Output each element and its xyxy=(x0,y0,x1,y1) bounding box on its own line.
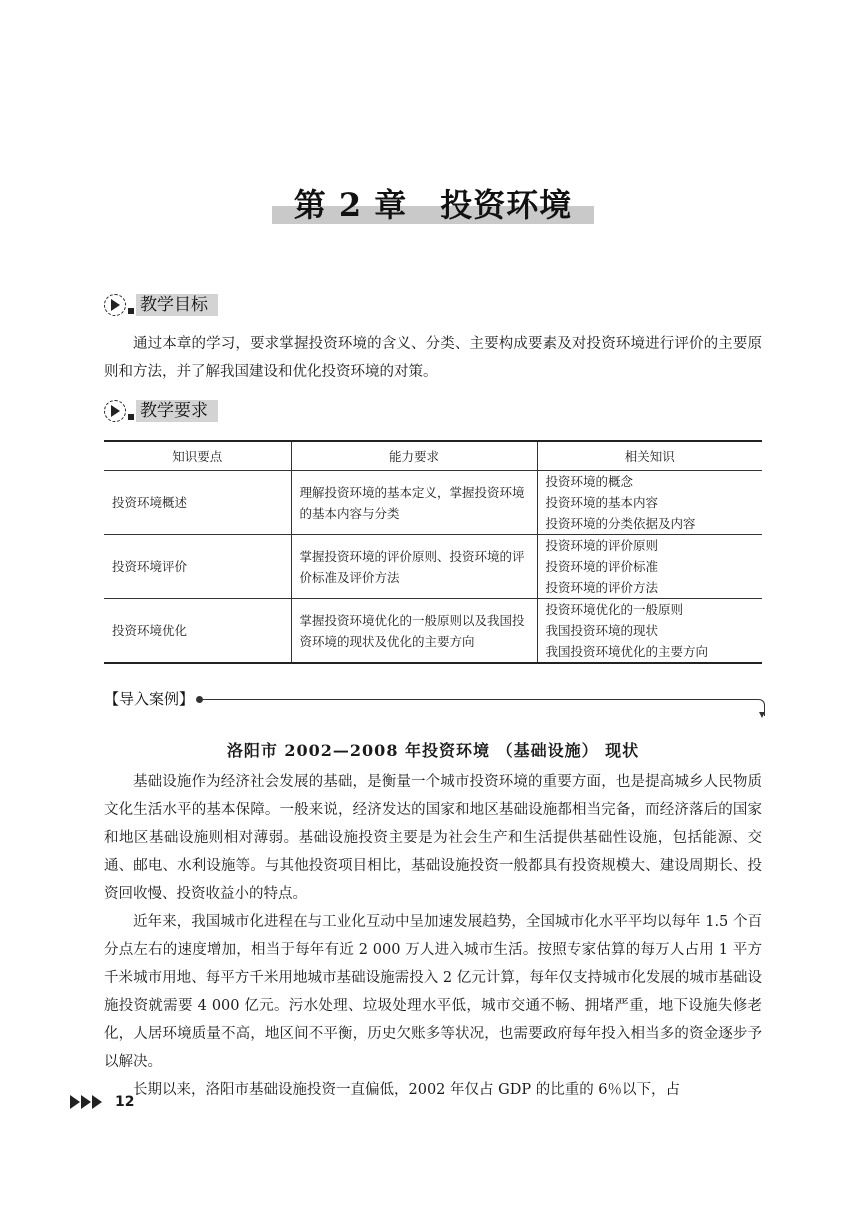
objective-paragraph xyxy=(104,330,762,386)
section-marker xyxy=(128,414,134,420)
case-rule xyxy=(200,699,758,700)
table-row xyxy=(104,471,762,535)
objective-text: 通过本章的学习，要求掌握投资环境的含义、分类、主要构成要素及对投资环境进行评价的主要原则和方法，并了解我国建设和优化投资环境的对策。 xyxy=(104,336,762,380)
related-knowledge-cell xyxy=(537,535,762,599)
section-head-objectives xyxy=(104,292,218,318)
knowledge-point-cell: 投资环境优化 xyxy=(104,599,291,664)
chapter-title: 第 2 章 投资环境 xyxy=(293,186,573,224)
related-knowledge-cell xyxy=(537,599,762,664)
page-footer xyxy=(70,1094,134,1110)
case-paragraph: 长期以来，洛阳市基础设施投资一直偏低，2002 年仅占 GDP 的比重的 6％以下，占 xyxy=(133,1082,681,1098)
case-label: 【导入案例】 xyxy=(104,688,198,709)
related-knowledge-cell xyxy=(537,471,762,535)
arrow-down-icon xyxy=(759,712,765,718)
related-knowledge-item: 投资环境的基本内容 xyxy=(545,495,659,510)
related-knowledge-item: 投资环境优化的一般原则 xyxy=(545,602,684,617)
table-header-cell: 相关知识 xyxy=(537,441,762,471)
related-knowledge-item: 我国投资环境优化的主要方向 xyxy=(545,644,709,659)
play-circle-icon xyxy=(104,294,126,316)
table-header-cell: 能力要求 xyxy=(291,441,537,471)
table-row xyxy=(104,599,762,664)
table-row xyxy=(104,535,762,599)
knowledge-point-cell: 投资环境概述 xyxy=(104,471,291,535)
related-knowledge-item: 我国投资环境的现状 xyxy=(545,623,659,638)
play-circle-icon xyxy=(104,400,126,422)
case-body xyxy=(104,768,762,1104)
related-knowledge-item: 投资环境的评价标准 xyxy=(545,559,659,574)
section-label-requirements: 教学要求 xyxy=(136,400,218,422)
related-knowledge-item: 投资环境的概念 xyxy=(545,474,634,489)
page-number: 12 xyxy=(115,1094,135,1110)
chapter-title-block xyxy=(272,180,594,224)
table-header-row xyxy=(104,441,762,471)
case-title: 洛阳市 2002—2008 年投资环境 （基础设施） 现状 xyxy=(226,741,640,760)
section-head-requirements xyxy=(104,398,218,424)
case-paragraph: 基础设施作为经济社会发展的基础，是衡量一个城市投资环境的重要方面，也是提高城乡人民物质文化生活水平的基本保障。一般来说，经济发达的国家和地区基础设施都相当完备，而经济落后的国家和地区基础设施则相对薄弱。基础设施投资主要是为社会生产和生活提供基础性设施，包括能源、交通、邮电、水利设施等。与其他投资项目相比，基础设施投资一般都具有投资规模大、建设周期长、投资回收慢、投资收益小的特点。 xyxy=(104,774,762,902)
case-header xyxy=(104,688,766,720)
triple-chevron-right-icon xyxy=(70,1095,103,1109)
related-knowledge-item: 投资环境的分类依据及内容 xyxy=(545,516,696,531)
related-knowledge-item: 投资环境的评价原则 xyxy=(545,538,659,553)
ability-cell: 掌握投资环境的评价原则、投资环境的评价标准及评价方法 xyxy=(291,535,537,599)
knowledge-point-cell: 投资环境评价 xyxy=(104,535,291,599)
ability-cell: 理解投资环境的基本定义，掌握投资环境的基本内容与分类 xyxy=(291,471,537,535)
table-header-cell: 知识要点 xyxy=(104,441,291,471)
requirements-table xyxy=(104,440,762,664)
section-marker xyxy=(128,308,134,314)
related-knowledge-item: 投资环境的评价方法 xyxy=(545,580,659,595)
ability-cell: 掌握投资环境优化的一般原则以及我国投资环境的现状及优化的主要方向 xyxy=(291,599,537,664)
section-label-objectives: 教学目标 xyxy=(136,294,218,316)
case-paragraph: 近年来，我国城市化进程在与工业化互动中呈加速发展趋势，全国城市化水平平均以每年 1.5 个百分点左右的速度增加，相当于每年有近 2 000 万人进入城市生活。按照专家估算的每万人占用 1 平方千米城市用地、每平方千米用地城市基础设施需投入 2 亿元计算，每年仅支持城市化发展的城市基础设施投资就需要 4 000 亿元。污水处理、垃圾处理水平低，城市交通不畅、拥堵严重，地下设施失修老化，人居环境质量不高，地区间不平衡，历史欠账多等状况，也需要政府每年投入相当多的资金逐步予以解决。 xyxy=(104,914,762,1070)
